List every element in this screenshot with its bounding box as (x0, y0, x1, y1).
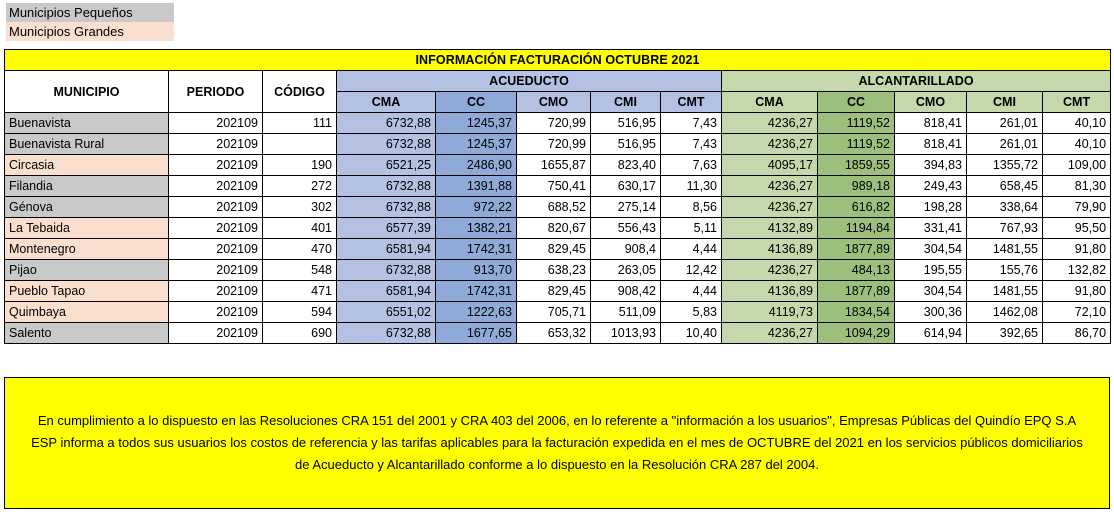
column-header-acueducto-cmi: CMI (591, 92, 661, 113)
cell-acueducto-cma: 6732,88 (337, 323, 436, 344)
cell-acueducto-cmt: 8,56 (661, 197, 722, 218)
cell-municipio: Pueblo Tapao (5, 281, 169, 302)
column-header-codigo: CÓDIGO (263, 71, 337, 113)
cell-alcantarillado-cma: 4236,27 (722, 113, 818, 134)
table-body (5, 113, 1111, 344)
cell-acueducto-cma: 6732,88 (337, 176, 436, 197)
cell-alcantarillado-cma: 4236,27 (722, 260, 818, 281)
cell-acueducto-cma: 6577,39 (337, 218, 436, 239)
column-header-alcantarillado-cmo: CMO (895, 92, 967, 113)
column-header-alcantarillado-cmi: CMI (967, 92, 1043, 113)
cell-acueducto-cma: 6581,94 (337, 239, 436, 260)
cell-acueducto-cmi: 908,4 (591, 239, 661, 260)
cell-alcantarillado-cma: 4119,73 (722, 302, 818, 323)
cell-alcantarillado-cma: 4136,89 (722, 239, 818, 260)
cell-alcantarillado-cmo: 249,43 (895, 176, 967, 197)
table-row (5, 323, 1111, 344)
table-row (5, 134, 1111, 155)
cell-acueducto-cmt: 10,40 (661, 323, 722, 344)
cell-alcantarillado-cc: 484,13 (818, 260, 895, 281)
cell-acueducto-cmi: 908,42 (591, 281, 661, 302)
title-row (5, 50, 1111, 71)
cell-municipio: Buenavista Rural (5, 134, 169, 155)
table-row (5, 281, 1111, 302)
cell-alcantarillado-cc: 1877,89 (818, 281, 895, 302)
cell-acueducto-cmo: 720,99 (517, 113, 591, 134)
column-header-acueducto-cmt: CMT (661, 92, 722, 113)
cell-municipio: Buenavista (5, 113, 169, 134)
cell-alcantarillado-cc: 616,82 (818, 197, 895, 218)
cell-codigo: 190 (263, 155, 337, 176)
cell-alcantarillado-cmi: 658,45 (967, 176, 1043, 197)
cell-municipio: Pijao (5, 260, 169, 281)
cell-alcantarillado-cc: 1119,52 (818, 113, 895, 134)
table-row (5, 197, 1111, 218)
cell-acueducto-cmi: 630,17 (591, 176, 661, 197)
cell-acueducto-cmi: 275,14 (591, 197, 661, 218)
cell-acueducto-cmo: 829,45 (517, 239, 591, 260)
cell-acueducto-cmi: 511,09 (591, 302, 661, 323)
cell-alcantarillado-cmi: 767,93 (967, 218, 1043, 239)
cell-acueducto-cma: 6732,88 (337, 260, 436, 281)
cell-acueducto-cma: 6521,25 (337, 155, 436, 176)
cell-alcantarillado-cmo: 304,54 (895, 281, 967, 302)
cell-acueducto-cma: 6732,88 (337, 197, 436, 218)
cell-periodo: 202109 (169, 197, 263, 218)
legend (0, 0, 1114, 41)
table-row (5, 260, 1111, 281)
cell-codigo: 470 (263, 239, 337, 260)
cell-acueducto-cmo: 820,67 (517, 218, 591, 239)
table-row (5, 239, 1111, 260)
cell-acueducto-cc: 1222,63 (436, 302, 517, 323)
cell-alcantarillado-cmt: 95,50 (1043, 218, 1111, 239)
cell-acueducto-cc: 972,22 (436, 197, 517, 218)
cell-alcantarillado-cmo: 614,94 (895, 323, 967, 344)
cell-acueducto-cc: 1742,31 (436, 239, 517, 260)
cell-alcantarillado-cmi: 1355,72 (967, 155, 1043, 176)
cell-alcantarillado-cmt: 132,82 (1043, 260, 1111, 281)
cell-alcantarillado-cc: 1119,52 (818, 134, 895, 155)
cell-periodo: 202109 (169, 176, 263, 197)
cell-periodo: 202109 (169, 260, 263, 281)
cell-acueducto-cmt: 11,30 (661, 176, 722, 197)
column-header-acueducto-cma: CMA (337, 92, 436, 113)
cell-alcantarillado-cc: 1859,55 (818, 155, 895, 176)
cell-acueducto-cmo: 705,71 (517, 302, 591, 323)
cell-acueducto-cmt: 12,42 (661, 260, 722, 281)
cell-acueducto-cc: 1245,37 (436, 134, 517, 155)
cell-acueducto-cmo: 829,45 (517, 281, 591, 302)
cell-acueducto-cmt: 7,43 (661, 134, 722, 155)
cell-alcantarillado-cma: 4236,27 (722, 323, 818, 344)
cell-alcantarillado-cmo: 304,54 (895, 239, 967, 260)
cell-acueducto-cmo: 1655,87 (517, 155, 591, 176)
cell-acueducto-cmo: 653,32 (517, 323, 591, 344)
column-group-acueducto: ACUEDUCTO (337, 71, 722, 92)
cell-acueducto-cmi: 516,95 (591, 134, 661, 155)
header-group-row (5, 71, 1111, 92)
page-title: INFORMACIÓN FACTURACIÓN OCTUBRE 2021 (5, 50, 1111, 71)
table-row (5, 218, 1111, 239)
cell-alcantarillado-cmo: 394,83 (895, 155, 967, 176)
cell-alcantarillado-cma: 4095,17 (722, 155, 818, 176)
cell-acueducto-cmi: 516,95 (591, 113, 661, 134)
cell-acueducto-cmt: 4,44 (661, 239, 722, 260)
table-row (5, 302, 1111, 323)
cell-acueducto-cma: 6551,02 (337, 302, 436, 323)
legend-item-municipios-grandes: Municipios Grandes (6, 22, 174, 41)
cell-alcantarillado-cma: 4236,27 (722, 176, 818, 197)
cell-alcantarillado-cmt: 40,10 (1043, 113, 1111, 134)
cell-acueducto-cmo: 638,23 (517, 260, 591, 281)
cell-municipio: Salento (5, 323, 169, 344)
cell-periodo: 202109 (169, 281, 263, 302)
legend-item-municipios-pequenos: Municipios Pequeños (6, 3, 174, 22)
column-header-alcantarillado-cc: CC (818, 92, 895, 113)
cell-acueducto-cmt: 5,11 (661, 218, 722, 239)
cell-acueducto-cc: 1742,31 (436, 281, 517, 302)
cell-periodo: 202109 (169, 155, 263, 176)
cell-alcantarillado-cmo: 300,36 (895, 302, 967, 323)
cell-codigo: 594 (263, 302, 337, 323)
cell-municipio: Génova (5, 197, 169, 218)
cell-codigo (263, 134, 337, 155)
cell-alcantarillado-cmt: 91,80 (1043, 239, 1111, 260)
cell-codigo: 401 (263, 218, 337, 239)
footer-note-text: En cumplimiento a lo dispuesto en las Resoluciones CRA 151 del 2001 y CRA 403 del 2006, en lo referente a "información a los usuarios", Empresas Públicas del Quindío EPQ S.A ESP informa a todos sus usuarios los costos de referencia y las tarifas aplicables para la facturación expedida en el mes de OCTUBRE del 2021 en los servicios públicos domiciliarios de Acueducto y Alcantarillado conforme a lo dispuesto en la Resolución CRA 287 del 2004. (31, 413, 1083, 472)
cell-acueducto-cmt: 7,43 (661, 113, 722, 134)
cell-periodo: 202109 (169, 302, 263, 323)
cell-periodo: 202109 (169, 134, 263, 155)
cell-municipio: Circasia (5, 155, 169, 176)
cell-alcantarillado-cmi: 338,64 (967, 197, 1043, 218)
cell-alcantarillado-cmt: 40,10 (1043, 134, 1111, 155)
column-header-acueducto-cmo: CMO (517, 92, 591, 113)
cell-municipio: Quimbaya (5, 302, 169, 323)
cell-acueducto-cc: 1391,88 (436, 176, 517, 197)
column-header-acueducto-cc: CC (436, 92, 517, 113)
cell-municipio: Montenegro (5, 239, 169, 260)
column-header-municipio: MUNICIPIO (5, 71, 169, 113)
cell-alcantarillado-cmo: 331,41 (895, 218, 967, 239)
cell-acueducto-cc: 1382,21 (436, 218, 517, 239)
cell-acueducto-cc: 913,70 (436, 260, 517, 281)
cell-alcantarillado-cc: 1194,84 (818, 218, 895, 239)
cell-alcantarillado-cmt: 109,00 (1043, 155, 1111, 176)
cell-alcantarillado-cmo: 198,28 (895, 197, 967, 218)
cell-codigo: 272 (263, 176, 337, 197)
cell-periodo: 202109 (169, 113, 263, 134)
cell-acueducto-cmi: 556,43 (591, 218, 661, 239)
cell-alcantarillado-cmi: 1481,55 (967, 239, 1043, 260)
table-row (5, 176, 1111, 197)
cell-acueducto-cma: 6581,94 (337, 281, 436, 302)
cell-alcantarillado-cmt: 79,90 (1043, 197, 1111, 218)
cell-alcantarillado-cmi: 261,01 (967, 134, 1043, 155)
cell-codigo: 111 (263, 113, 337, 134)
cell-codigo: 548 (263, 260, 337, 281)
table-row (5, 113, 1111, 134)
cell-alcantarillado-cc: 1094,29 (818, 323, 895, 344)
cell-alcantarillado-cmo: 818,41 (895, 113, 967, 134)
cell-acueducto-cmi: 823,40 (591, 155, 661, 176)
cell-alcantarillado-cmi: 155,76 (967, 260, 1043, 281)
column-header-alcantarillado-cma: CMA (722, 92, 818, 113)
cell-acueducto-cmt: 5,83 (661, 302, 722, 323)
facturacion-table (4, 49, 1111, 344)
column-group-alcantarillado: ALCANTARILLADO (722, 71, 1111, 92)
cell-acueducto-cmt: 7,63 (661, 155, 722, 176)
cell-municipio: Filandia (5, 176, 169, 197)
cell-alcantarillado-cma: 4136,89 (722, 281, 818, 302)
cell-codigo: 302 (263, 197, 337, 218)
cell-acueducto-cmo: 750,41 (517, 176, 591, 197)
cell-alcantarillado-cmt: 81,30 (1043, 176, 1111, 197)
cell-acueducto-cc: 1245,37 (436, 113, 517, 134)
cell-alcantarillado-cc: 989,18 (818, 176, 895, 197)
cell-alcantarillado-cma: 4236,27 (722, 134, 818, 155)
cell-alcantarillado-cmi: 1481,55 (967, 281, 1043, 302)
cell-alcantarillado-cc: 1834,54 (818, 302, 895, 323)
column-header-alcantarillado-cmt: CMT (1043, 92, 1111, 113)
cell-alcantarillado-cma: 4236,27 (722, 197, 818, 218)
table-head (5, 50, 1111, 113)
cell-periodo: 202109 (169, 239, 263, 260)
cell-alcantarillado-cma: 4132,89 (722, 218, 818, 239)
table-row (5, 155, 1111, 176)
cell-acueducto-cma: 6732,88 (337, 134, 436, 155)
cell-codigo: 471 (263, 281, 337, 302)
cell-acueducto-cc: 2486,90 (436, 155, 517, 176)
cell-acueducto-cmt: 4,44 (661, 281, 722, 302)
cell-alcantarillado-cc: 1877,89 (818, 239, 895, 260)
cell-periodo: 202109 (169, 218, 263, 239)
cell-acueducto-cmo: 688,52 (517, 197, 591, 218)
cell-alcantarillado-cmo: 818,41 (895, 134, 967, 155)
footer-note-box (4, 377, 1110, 509)
cell-alcantarillado-cmi: 261,01 (967, 113, 1043, 134)
cell-acueducto-cmi: 263,05 (591, 260, 661, 281)
cell-alcantarillado-cmt: 72,10 (1043, 302, 1111, 323)
cell-alcantarillado-cmt: 91,80 (1043, 281, 1111, 302)
cell-alcantarillado-cmt: 86,70 (1043, 323, 1111, 344)
cell-acueducto-cmi: 1013,93 (591, 323, 661, 344)
cell-alcantarillado-cmi: 1462,08 (967, 302, 1043, 323)
cell-acueducto-cmo: 720,99 (517, 134, 591, 155)
cell-periodo: 202109 (169, 323, 263, 344)
cell-alcantarillado-cmi: 392,65 (967, 323, 1043, 344)
cell-alcantarillado-cmo: 195,55 (895, 260, 967, 281)
column-header-periodo: PERIODO (169, 71, 263, 113)
cell-acueducto-cc: 1677,65 (436, 323, 517, 344)
cell-codigo: 690 (263, 323, 337, 344)
cell-acueducto-cma: 6732,88 (337, 113, 436, 134)
cell-municipio: La Tebaida (5, 218, 169, 239)
